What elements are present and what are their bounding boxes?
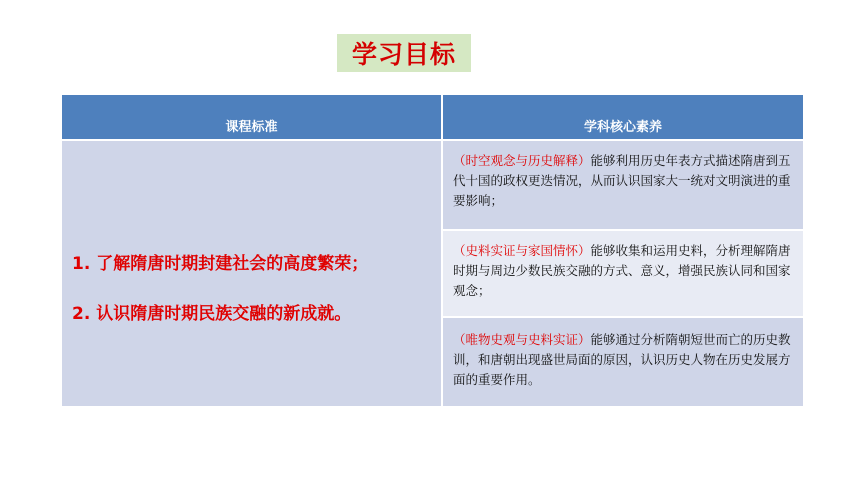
literacy-tag: （史料实证与家国情怀） xyxy=(453,243,591,258)
literacy-text: 能够收集和运用史料，分析理解隋唐时期与周边少数民族交融的方式、意义，增强民族认同和国家观念； xyxy=(453,243,791,298)
literacy-text: 能够通过分析隋朝短世而亡的历史教训，和唐朝出现盛世局面的原因，认识历史人物在历史发展方面的重要作用。 xyxy=(453,332,791,387)
literacy-cell xyxy=(443,231,803,316)
standard-item: 1. 了解隋唐时期封建社会的高度繁荣； xyxy=(72,254,369,274)
standard-item: 2. 认识隋唐时期民族交融的新成就。 xyxy=(72,304,352,324)
literacy-cell xyxy=(443,318,803,406)
page-title: 学习目标 xyxy=(337,34,471,72)
literacy-text: 能够利用历史年表方式描述隋唐到五代十国的政权更迭情况，从而认识国家大一统对文明演进的重要影响； xyxy=(453,153,791,208)
standards-cell xyxy=(62,141,441,406)
literacy-tag: （唯物史观与史料实证） xyxy=(453,332,591,347)
goals-table xyxy=(62,95,803,406)
header-core-literacy: 学科核心素养 xyxy=(443,95,803,139)
literacy-tag: （时空观念与历史解释） xyxy=(453,153,591,168)
literacy-cell xyxy=(443,141,803,229)
header-curriculum-standard: 课程标准 xyxy=(62,95,441,139)
